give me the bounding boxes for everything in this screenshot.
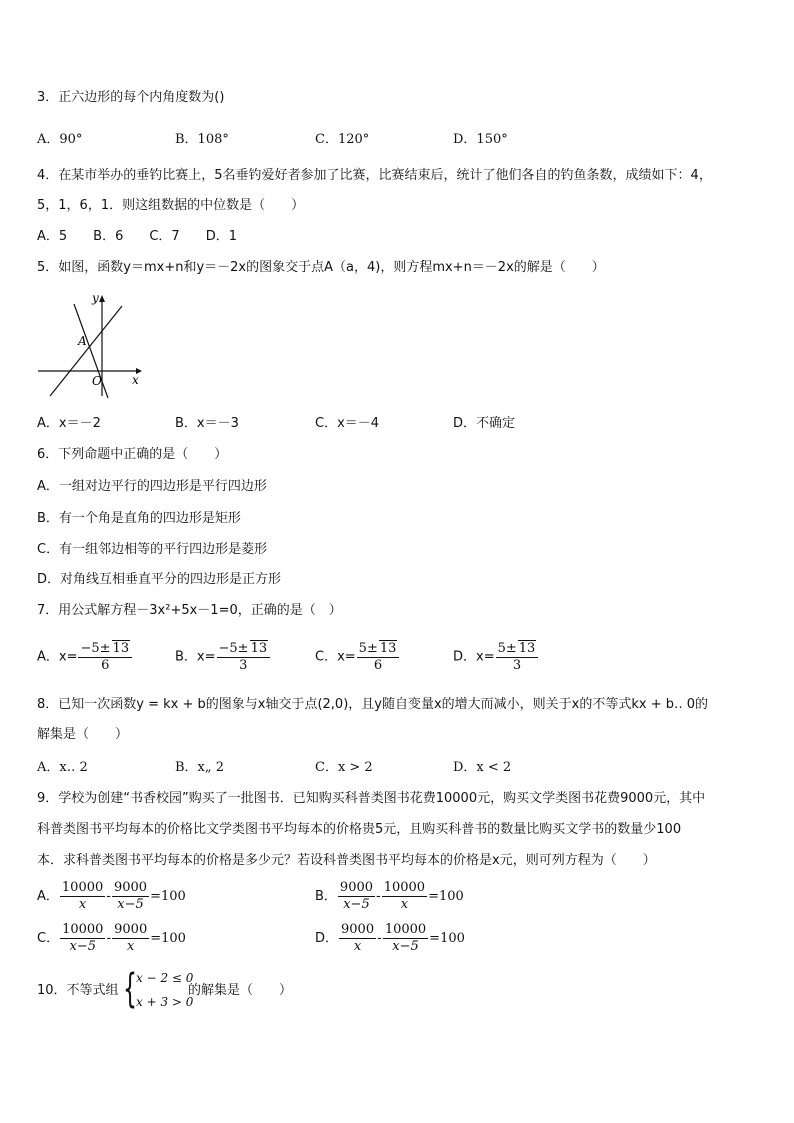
- q4-options[interactable]: A．5 B．6 C．7 D．1: [37, 229, 237, 244]
- x-axis-label: x: [132, 373, 139, 387]
- q7-c-fraction: [357, 640, 400, 674]
- q9-b-frac2: [382, 880, 427, 913]
- q5-stem: 5．如图，函数y＝mx+n和y＝－2x的图象交于点A（a，4)，则方程mx+n＝－2x的解是（ ）: [37, 260, 605, 275]
- q9-a-rhs: =100: [150, 889, 186, 904]
- q4-stem-line1: 4．在某市举办的垂钓比赛上，5名垂钓爱好者参加了比赛，比赛结束后，统计了他们各自的钓鱼条数，成绩如下：4，: [37, 168, 712, 183]
- q9-a-d2: x−5: [117, 897, 144, 912]
- q9-a-minus: -: [106, 889, 111, 904]
- q8-option-d[interactable]: D．x < 2: [453, 760, 512, 775]
- y-axis-label: y: [92, 291, 99, 305]
- q9-c-d1: x−5: [69, 939, 96, 954]
- q9-c-rhs: =100: [150, 931, 186, 946]
- q7-d-radical: [518, 640, 537, 656]
- q7-c-rad: 13: [379, 641, 397, 656]
- q8-option-b[interactable]: B．x„ 2: [175, 760, 225, 775]
- q9-c-n2: 9000: [114, 922, 148, 937]
- q9-a-frac1: [60, 880, 105, 913]
- q9-b-d2: x: [400, 897, 409, 912]
- q9-stem-line2: 科普类图书平均每本的价格比文学类图书平均每本的价格贵5元，且购买科普书的数量比购买文学书的数量少100: [37, 822, 682, 837]
- q10-brace: {: [123, 966, 137, 1012]
- q9-d-n2: 10000: [384, 922, 427, 937]
- q9-b-minus: -: [376, 889, 381, 904]
- q7-b-radical: [250, 640, 269, 656]
- q9-d-n1: 9000: [341, 922, 375, 937]
- y-axis-arrow: [99, 295, 105, 302]
- q9-d-d2: x−5: [392, 939, 419, 954]
- q7-option-d[interactable]: [453, 640, 539, 674]
- q7-c-label: C．x=: [315, 649, 356, 665]
- q7-b-fraction: [217, 640, 271, 674]
- q9-option-b[interactable]: [315, 880, 464, 913]
- q7-a-fraction: [78, 640, 132, 674]
- q6-stem: 6．下列命题中正确的是（ ）: [37, 447, 228, 462]
- q7-option-c[interactable]: [315, 640, 400, 674]
- q9-c-frac2: [112, 922, 149, 955]
- line-mx-plus-n: [50, 306, 122, 396]
- q7-stem: 7．用公式解方程－3x²+5x－1=0，正确的是（ ）: [37, 603, 342, 618]
- q4-stem-line2: 5，1，6，1．则这组数据的中位数是（ ）: [37, 198, 305, 213]
- q9-d-d1: x: [353, 939, 362, 954]
- q7-d-den: 3: [512, 658, 522, 673]
- q7-option-a[interactable]: [37, 640, 133, 674]
- q7-c-den: 6: [373, 658, 383, 673]
- q10-inequality-1: x − 2 ≤ 0: [136, 971, 194, 985]
- q7-b-label: B．x=: [175, 649, 216, 665]
- q9-d-rhs: =100: [429, 931, 465, 946]
- q5-option-d[interactable]: D．不确定: [453, 416, 516, 431]
- q7-a-label: A．x=: [37, 649, 78, 665]
- q9-d-minus: -: [377, 931, 382, 946]
- q8-stem-line1: 8．已知一次函数y = kx + b的图象与x轴交于点(2,0)，且y随自变量x的增大而减小，则关于x的不等式kx + b‥ 0的: [37, 697, 709, 712]
- q7-a-den: 6: [101, 658, 110, 673]
- q8-option-a[interactable]: A．x‥ 2: [37, 760, 88, 775]
- q9-c-n1: 10000: [62, 922, 104, 937]
- q9-b-rhs: =100: [428, 889, 464, 904]
- q6-option-c[interactable]: C．有一组邻边相等的平行四边形是菱形: [37, 542, 268, 557]
- q9-d-frac1: [339, 922, 376, 955]
- q7-c-radical: [379, 640, 398, 656]
- q8-option-c[interactable]: C．x > 2: [315, 760, 373, 775]
- q6-option-b[interactable]: B．有一个角是直角的四边形是矩形: [37, 511, 241, 526]
- q7-b-num: −5±: [218, 641, 249, 656]
- q5-option-b[interactable]: B．x＝－3: [175, 416, 239, 431]
- q9-option-a[interactable]: [37, 880, 186, 913]
- q9-c-d2: x: [127, 939, 135, 954]
- q6-option-a[interactable]: A．一组对边平行的四边形是平行四边形: [37, 479, 267, 494]
- q9-c-label: C．: [37, 931, 60, 946]
- q8-stem-line2: 解集是（ ）: [37, 727, 129, 742]
- q10-inequality-2: x + 3 > 0: [136, 995, 194, 1009]
- q7-d-num: 5±: [497, 641, 517, 656]
- q3-option-b[interactable]: B．108°: [175, 132, 229, 147]
- q3-stem: 3．正六边形的每个内角度数为(): [37, 90, 225, 105]
- q5-option-a[interactable]: A．x＝－2: [37, 416, 101, 431]
- q9-option-c[interactable]: [37, 922, 186, 955]
- q7-c-num: 5±: [358, 641, 378, 656]
- q9-c-minus: -: [106, 931, 112, 946]
- q7-d-fraction: [496, 640, 539, 674]
- q9-b-n1: 9000: [339, 880, 374, 895]
- line-y-neg2x: [74, 304, 108, 398]
- q10-prefix: 10．不等式组: [37, 983, 119, 998]
- q7-d-rad: 13: [518, 641, 536, 656]
- q9-stem-line1: 9．学校为创建“书香校园”购买了一批图书．已知购买科普类图书花费10000元，购买文学类图书花费9000元，其中: [37, 791, 706, 806]
- q9-a-label: A．: [37, 889, 59, 904]
- q9-option-d[interactable]: [315, 922, 465, 955]
- q9-a-frac2: [112, 880, 149, 913]
- q9-c-frac1: [60, 922, 105, 955]
- q7-a-num: −5±: [80, 641, 111, 656]
- q5-option-c[interactable]: C．x＝－4: [315, 416, 380, 431]
- origin-label: O: [92, 374, 102, 388]
- q7-b-den: 3: [239, 658, 248, 673]
- point-a-label: A: [78, 334, 87, 348]
- q7-b-rad: 13: [250, 641, 268, 656]
- q7-option-b[interactable]: [175, 640, 271, 674]
- q9-b-d1: x−5: [343, 897, 370, 912]
- q9-b-n2: 10000: [383, 880, 426, 895]
- q9-a-d1: x: [78, 897, 87, 912]
- q3-option-c[interactable]: C．120°: [315, 132, 370, 147]
- q6-option-d[interactable]: D．对角线互相垂直平分的四边形是正方形: [37, 572, 282, 587]
- q7-a-radical: [112, 640, 131, 656]
- q9-b-frac1: [338, 880, 375, 913]
- q9-b-label: B．: [315, 889, 337, 904]
- q3-option-d[interactable]: D．150°: [453, 132, 508, 147]
- q10-suffix: 的解集是（ ）: [188, 983, 293, 998]
- q7-d-label: D．x=: [453, 649, 495, 665]
- q5-graph: [36, 288, 146, 400]
- q9-a-n1: 10000: [61, 880, 104, 895]
- q9-stem-line3: 本．求科普类图书平均每本的价格是多少元？若设科普类图书平均每本的价格是x元，则可列方程为（ ）: [37, 853, 656, 868]
- q7-a-rad: 13: [112, 641, 130, 656]
- q9-d-label: D．: [315, 931, 339, 946]
- q9-a-n2: 9000: [113, 880, 148, 895]
- q9-d-frac2: [383, 922, 428, 955]
- q3-option-a[interactable]: A．90°: [37, 132, 83, 147]
